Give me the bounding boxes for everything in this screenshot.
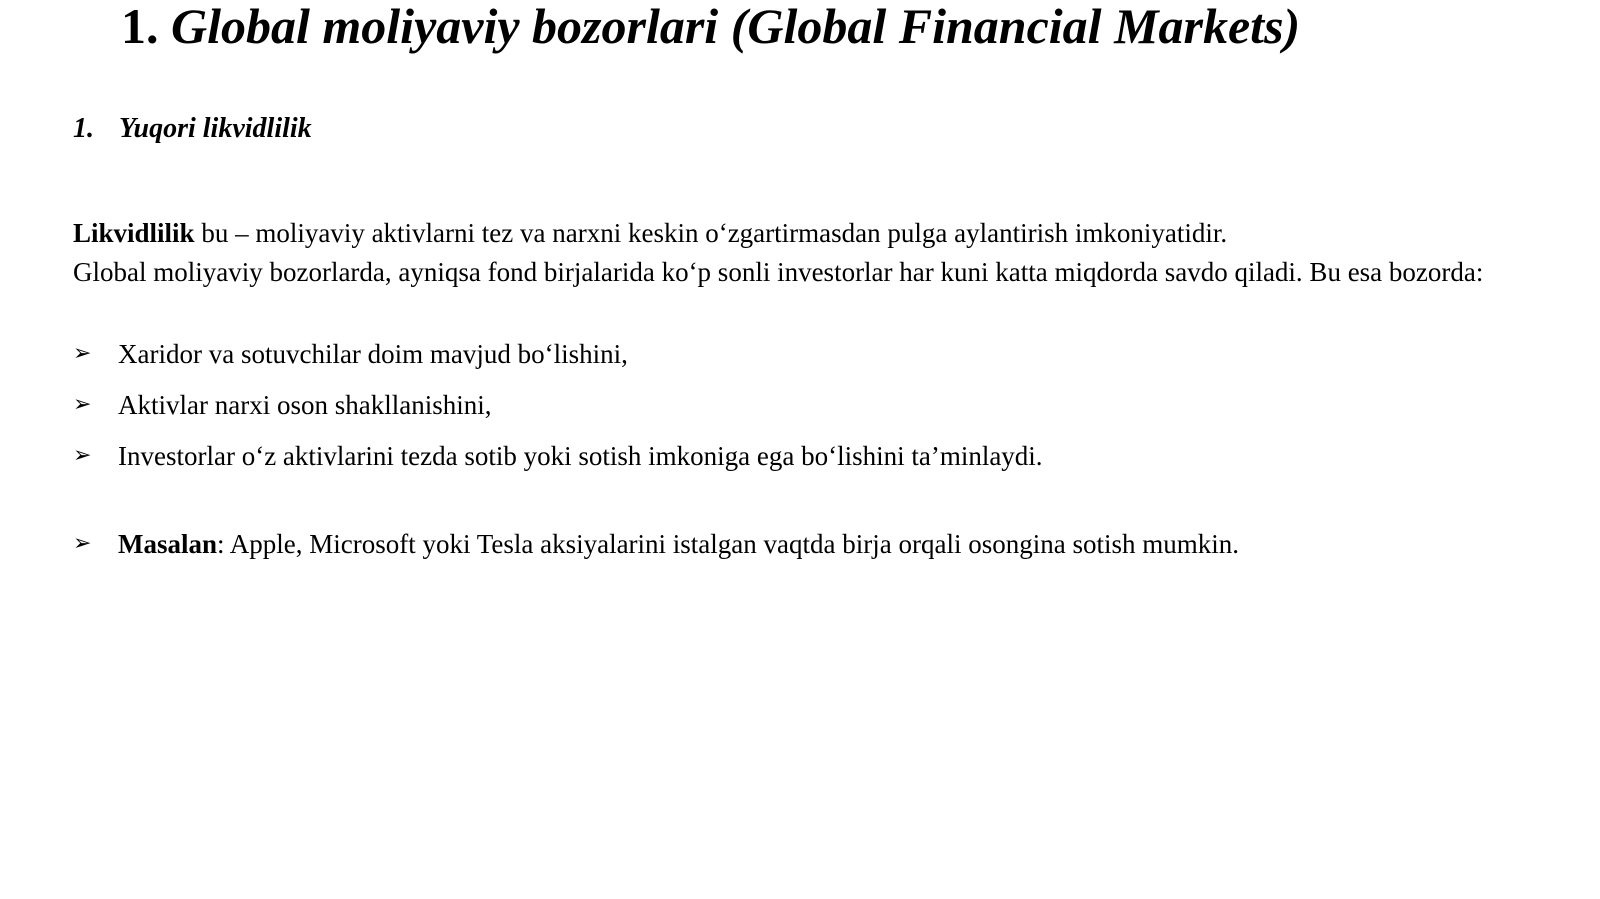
definition-paragraph [73,214,1543,292]
slide-title [121,0,1300,58]
paragraph-body: Global moliyaviy bozorlarda, ayniqsa fond birjalarida ko‘p sonli investorlar har kuni katta miqdorda savdo qiladi. Bu esa bozorda: [73,257,1484,287]
section-title: Yuqori likvidlilik [119,113,312,144]
list-item [73,438,1043,474]
example-label: Masalan [118,529,218,559]
definition-text: bu – moliyaviy aktivlarni tez va narxni keskin o‘zgartirmasdan pulga aylantirish imkoniyatidir. [194,218,1228,248]
arrowhead-bullet-icon: ➢ [73,392,92,417]
title-number: 1. [121,0,159,54]
section-number: 1. [73,113,94,144]
list-item [73,387,491,423]
bullet-text: Xaridor va sotuvchilar doim mavjud bo‘lishini, [118,339,628,369]
definition-term: Likvidlilik [73,218,195,248]
arrowhead-bullet-icon: ➢ [73,443,92,468]
bullet-text: Investorlar o‘z aktivlarini tezda sotib yoki sotish imkoniga ega bo‘lishini ta’minlaydi. [118,441,1043,471]
title-text: Global moliyaviy bozorlari (Global Financial Markets) [171,0,1301,54]
bullet-text: Aktivlar narxi oson shakllanishini, [118,390,492,420]
example-text: : Apple, Microsoft yoki Tesla aksiyalarini istalgan vaqtda birja orqali osongina sotish mumkin. [217,529,1239,559]
example-item [73,526,1239,562]
arrowhead-bullet-icon: ➢ [73,531,92,556]
list-item [73,336,628,372]
arrowhead-bullet-icon: ➢ [73,341,92,366]
section-heading [73,112,312,146]
